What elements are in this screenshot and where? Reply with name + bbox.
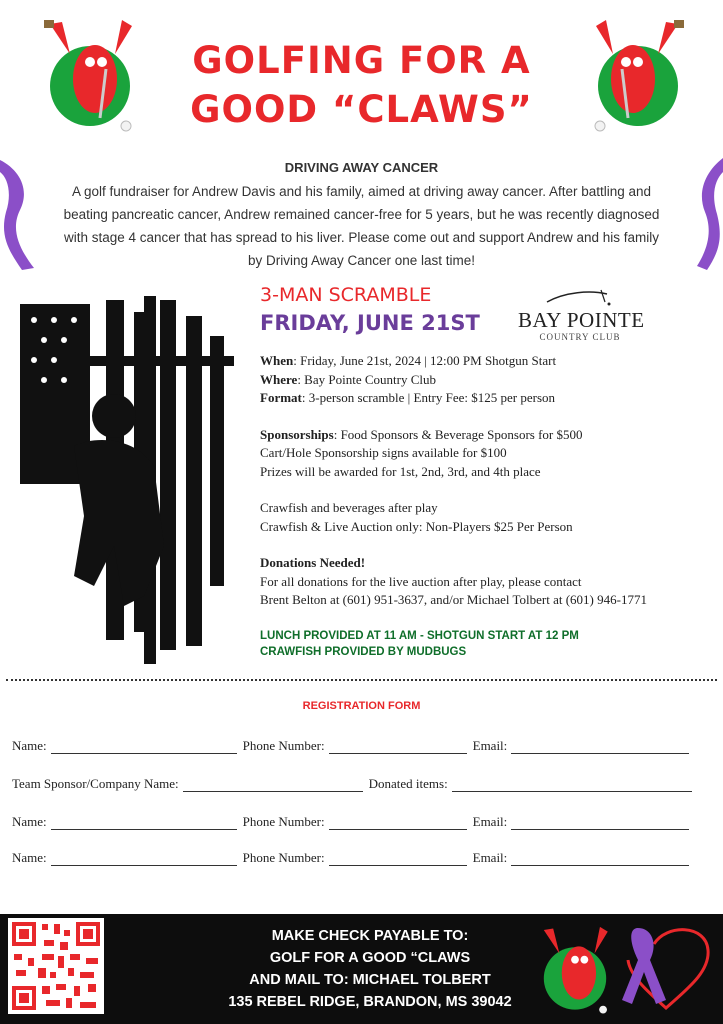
phone-field[interactable] — [329, 852, 467, 866]
registration-row: Name: Phone Number: Email: — [12, 850, 717, 866]
name-field[interactable] — [51, 852, 237, 866]
lineman-flag-icon — [14, 296, 238, 664]
donations-text: For all donations for the live auction after play, please contact — [260, 573, 582, 589]
registration-row: Name: Phone Number: Email: — [12, 738, 717, 754]
name-field[interactable] — [51, 740, 237, 754]
phone-field[interactable] — [329, 740, 467, 754]
cart-hole-line: Cart/Hole Sponsorship signs available for $100 — [260, 445, 507, 460]
name-field[interactable] — [51, 816, 237, 830]
page-title — [120, 36, 603, 134]
email-field[interactable] — [511, 816, 689, 830]
phone-field[interactable] — [329, 816, 467, 830]
team-sponsor-field[interactable] — [183, 778, 363, 792]
footer-line-1: MAKE CHECK PAYABLE TO: — [271, 928, 469, 944]
crawfish-golfer-icon — [588, 14, 688, 139]
venue-logo-sub: COUNTRY CLUB — [539, 332, 621, 342]
sponsorships-line: Sponsorships: Food Sponsors & Beverage Sponsors for $500 — [260, 426, 583, 442]
donated-items-field[interactable] — [452, 778, 692, 792]
qr-code-icon[interactable] — [8, 918, 104, 1014]
footer-line-2: GOLF FOR A GOOD “CLAWS — [269, 950, 471, 966]
lunch-line: LUNCH PROVIDED AT 11 AM - SHOTGUN START AT 12 PM — [260, 630, 579, 642]
golf-swoosh-icon — [545, 288, 615, 308]
crawfish-line-2: Crawfish & Live Auction only: Non-Players $25 Per Person — [260, 518, 573, 534]
crawfish-line-1: Crawfish and beverages after play — [260, 500, 438, 515]
registration-title: REGISTRATION FORM — [302, 700, 421, 712]
title-line-1: GOLFING FOR A — [192, 39, 531, 82]
footer-line-3: AND MAIL TO: MICHAEL TOLBERT — [249, 972, 491, 988]
when-line: When: Friday, June 21st, 2024 | 12:00 PM Shotgun Start — [260, 353, 557, 368]
divider — [6, 679, 717, 681]
registration-row: Name: Phone Number: Email: — [12, 814, 717, 830]
format-line: Format: 3-person scramble | Entry Fee: $125 per person — [260, 390, 556, 405]
event-date: FRIDAY, JUNE 21ST — [260, 311, 480, 335]
donations-contacts: Brent Belton at (601) 951-3637, and/or Michael Tolbert at (601) 946-1771 — [260, 592, 647, 607]
crawfish-provided-line: CRAWFISH PROVIDED BY MUDBUGS — [260, 646, 467, 658]
subtitle: DRIVING AWAY CANCER — [284, 160, 439, 175]
footer-line-4: 135 REBEL RIDGE, BRANDON, MS 39042 — [228, 994, 512, 1010]
email-field[interactable] — [511, 852, 689, 866]
event-details — [260, 352, 700, 610]
ribbon-heart-icon — [616, 920, 716, 1016]
email-field[interactable] — [511, 740, 689, 754]
registration-row-team: Team Sponsor/Company Name: Donated items: — [12, 776, 717, 792]
donations-heading: Donations Needed! — [260, 555, 366, 570]
crawfish-golfer-icon — [536, 922, 614, 1020]
mailing-instructions — [190, 925, 550, 1013]
where-line: Where: Bay Pointe Country Club — [260, 371, 436, 387]
intro-paragraph: A golf fundraiser for Andrew Davis and his family, aimed at driving away cancer. After battling and beating pancreatic cancer, Andrew remained cancer-free for 5 years, but he was recently diagnosed with stage 4 cancer that has spread to his liver. Please come out and support Andrew and his family by Driving Away Cancer one last time! — [63, 184, 660, 268]
prizes-line: Prizes will be awarded for 1st, 2nd, 3rd, and 4th place — [260, 463, 541, 479]
venue-logo-name: BAY POINTE — [518, 308, 645, 332]
event-type: 3-MAN SCRAMBLE — [260, 284, 432, 306]
title-line-2: GOOD “CLAWS” — [190, 88, 533, 131]
